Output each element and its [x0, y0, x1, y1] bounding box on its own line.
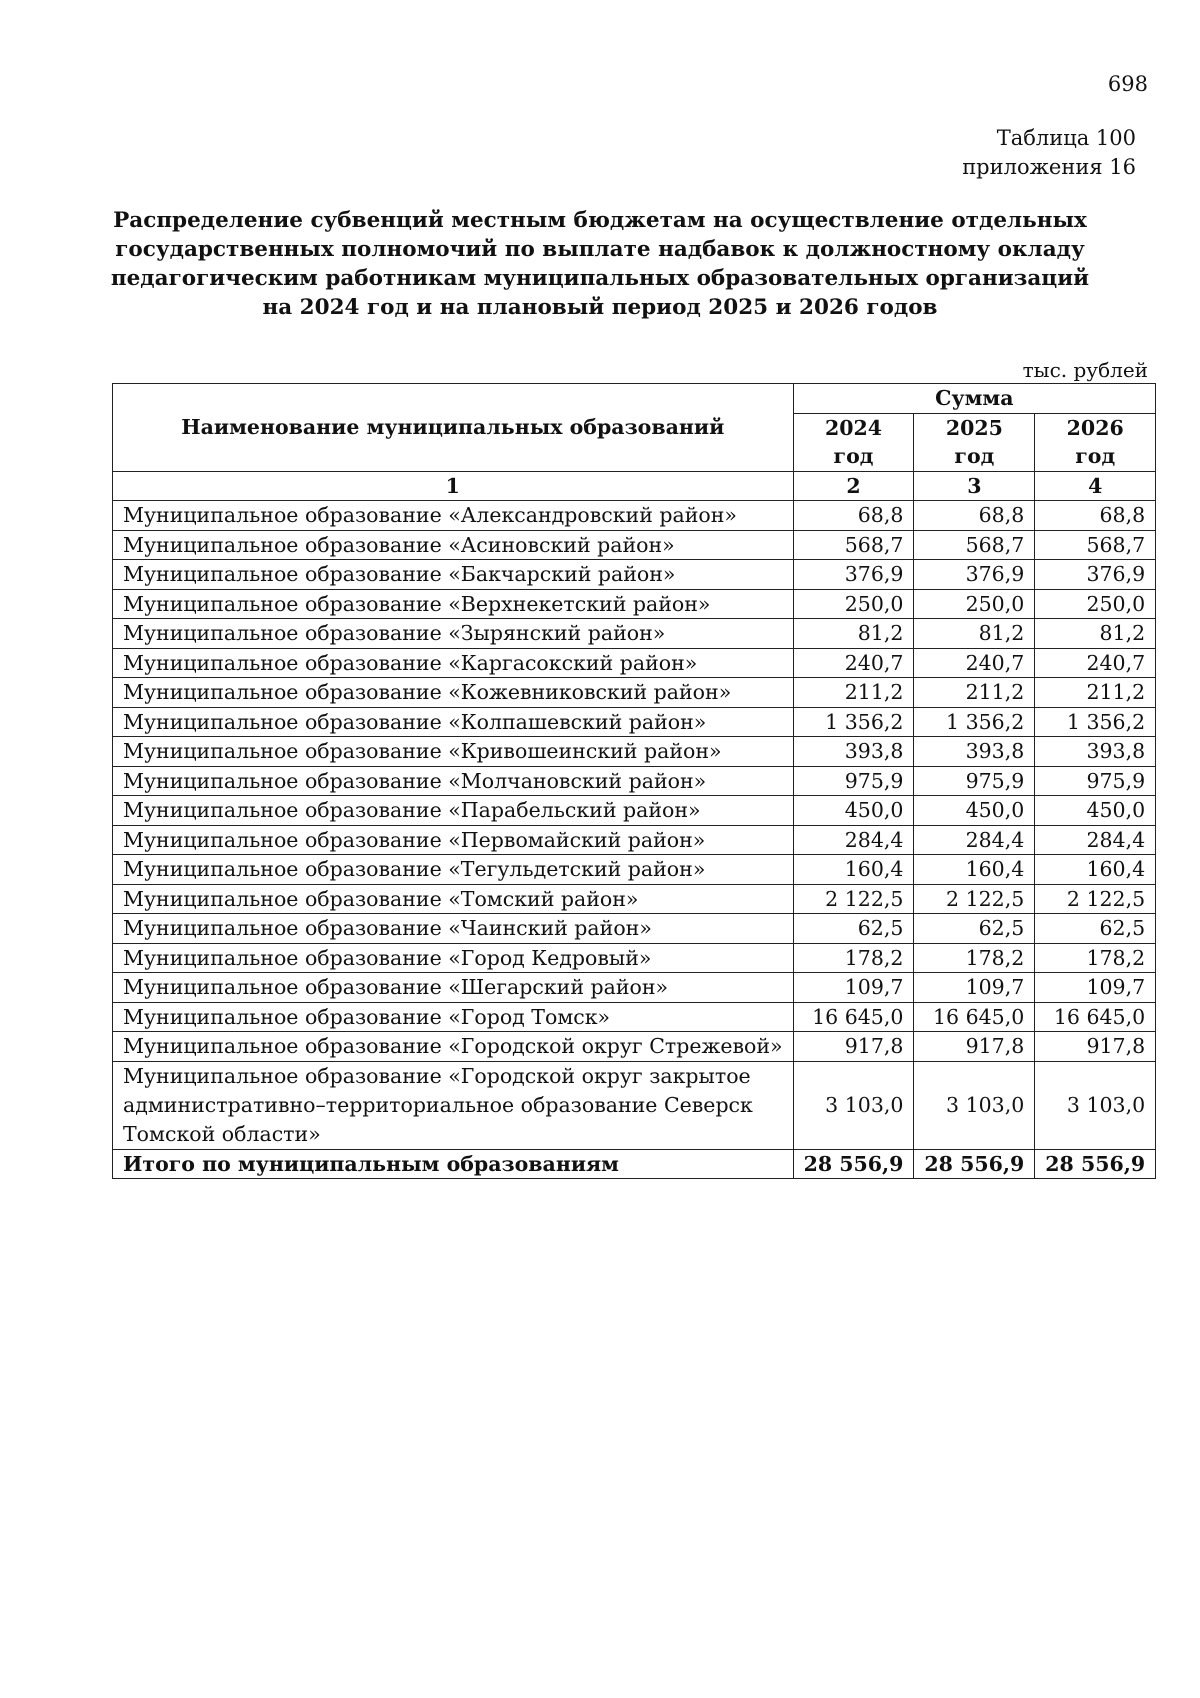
table-row: [113, 825, 1156, 855]
table-row: [113, 619, 1156, 649]
table-row: [113, 648, 1156, 678]
document-title: [110, 206, 1090, 322]
total-label: Итого по муниципальным образованиям: [113, 1149, 794, 1179]
table-row: [113, 1002, 1156, 1032]
municipality-name: Муниципальное образование «Молчановский район»: [113, 766, 794, 796]
value-2025: 450,0: [914, 796, 1035, 826]
value-2024: 240,7: [793, 648, 914, 678]
column-number: 3: [914, 471, 1035, 501]
table-body: [113, 501, 1156, 1150]
value-2024: 975,9: [793, 766, 914, 796]
municipality-name: Муниципальное образование «Колпашевский район»: [113, 707, 794, 737]
value-2024: 68,8: [793, 501, 914, 531]
value-2025: 568,7: [914, 530, 1035, 560]
value-2026: 250,0: [1035, 589, 1156, 619]
municipality-name: Муниципальное образование «Город Томск»: [113, 1002, 794, 1032]
page-number: 698: [1107, 72, 1148, 96]
table-row: [113, 589, 1156, 619]
title-line2: государственных полномочий по выплате надбавок к должностному окладу: [115, 237, 1085, 262]
value-2025: 917,8: [914, 1032, 1035, 1062]
value-2025: 3 103,0: [914, 1061, 1035, 1149]
value-2026: 393,8: [1035, 737, 1156, 767]
value-2024: 450,0: [793, 796, 914, 826]
total-row: [113, 1149, 1156, 1179]
table-row: [113, 796, 1156, 826]
table-row: [113, 1061, 1156, 1149]
table-row: [113, 973, 1156, 1003]
table-reference: [962, 124, 1136, 182]
value-2026: 160,4: [1035, 855, 1156, 885]
total-2025: 28 556,9: [914, 1149, 1035, 1179]
value-2026: 975,9: [1035, 766, 1156, 796]
table-row: [113, 1032, 1156, 1062]
value-2025: 178,2: [914, 943, 1035, 973]
value-2025: 109,7: [914, 973, 1035, 1003]
column-number: 1: [113, 471, 794, 501]
table-row: [113, 855, 1156, 885]
value-2024: 81,2: [793, 619, 914, 649]
table-row: [113, 560, 1156, 590]
value-2025: 975,9: [914, 766, 1035, 796]
table-row: [113, 678, 1156, 708]
municipality-name: Муниципальное образование «Кожевниковский район»: [113, 678, 794, 708]
value-2024: 568,7: [793, 530, 914, 560]
municipality-name: Муниципальное образование «Каргасокский район»: [113, 648, 794, 678]
table-row: [113, 943, 1156, 973]
value-2025: 1 356,2: [914, 707, 1035, 737]
value-2025: 284,4: [914, 825, 1035, 855]
value-2025: 62,5: [914, 914, 1035, 944]
header-sum: Сумма: [793, 384, 1156, 414]
municipality-name: Муниципальное образование «Город Кедровый»: [113, 943, 794, 973]
header-name: Наименование муниципальных образований: [113, 384, 794, 472]
table-row: [113, 501, 1156, 531]
table-row: [113, 530, 1156, 560]
value-2025: 211,2: [914, 678, 1035, 708]
municipality-name: Муниципальное образование «Городской округ закрытое административно–территориальное образование Северск Томской области»: [113, 1061, 794, 1149]
table-reference-line2: приложения 16: [962, 155, 1136, 179]
value-2025: 240,7: [914, 648, 1035, 678]
table-reference-line1: Таблица 100: [996, 126, 1136, 150]
header-year-2024: 2024 год: [793, 413, 914, 471]
value-2024: 2 122,5: [793, 884, 914, 914]
header-year-2026: 2026 год: [1035, 413, 1156, 471]
value-2024: 211,2: [793, 678, 914, 708]
header-row: [113, 384, 1156, 414]
value-2024: 109,7: [793, 973, 914, 1003]
table-row: [113, 707, 1156, 737]
value-2026: 178,2: [1035, 943, 1156, 973]
subvention-table: [112, 383, 1156, 1179]
value-2024: 178,2: [793, 943, 914, 973]
value-2024: 1 356,2: [793, 707, 914, 737]
table-row: [113, 737, 1156, 767]
value-2025: 2 122,5: [914, 884, 1035, 914]
municipality-name: Муниципальное образование «Верхнекетский район»: [113, 589, 794, 619]
municipality-name: Муниципальное образование «Бакчарский район»: [113, 560, 794, 590]
value-2026: 284,4: [1035, 825, 1156, 855]
municipality-name: Муниципальное образование «Асиновский район»: [113, 530, 794, 560]
value-2025: 393,8: [914, 737, 1035, 767]
table-row: [113, 766, 1156, 796]
value-2025: 160,4: [914, 855, 1035, 885]
table-row: [113, 884, 1156, 914]
title-line1: Распределение субвенций местным бюджетам на осуществление отдельных: [113, 208, 1087, 233]
column-number: 4: [1035, 471, 1156, 501]
value-2024: 16 645,0: [793, 1002, 914, 1032]
value-2026: 16 645,0: [1035, 1002, 1156, 1032]
value-2026: 450,0: [1035, 796, 1156, 826]
value-2024: 284,4: [793, 825, 914, 855]
column-number: 2: [793, 471, 914, 501]
value-2026: 81,2: [1035, 619, 1156, 649]
value-2026: 62,5: [1035, 914, 1156, 944]
value-2025: 68,8: [914, 501, 1035, 531]
value-2025: 250,0: [914, 589, 1035, 619]
value-2024: 160,4: [793, 855, 914, 885]
value-2026: 568,7: [1035, 530, 1156, 560]
value-2024: 62,5: [793, 914, 914, 944]
header-year-2025: 2025 год: [914, 413, 1035, 471]
municipality-name: Муниципальное образование «Александровский район»: [113, 501, 794, 531]
value-2025: 16 645,0: [914, 1002, 1035, 1032]
value-2025: 376,9: [914, 560, 1035, 590]
value-2024: 376,9: [793, 560, 914, 590]
value-2025: 81,2: [914, 619, 1035, 649]
table-row: [113, 914, 1156, 944]
value-2026: 211,2: [1035, 678, 1156, 708]
title-line4: на 2024 год и на плановый период 2025 и 2026 годов: [262, 295, 938, 320]
total-2026: 28 556,9: [1035, 1149, 1156, 1179]
municipality-name: Муниципальное образование «Тегульдетский район»: [113, 855, 794, 885]
total-2024: 28 556,9: [793, 1149, 914, 1179]
value-2026: 109,7: [1035, 973, 1156, 1003]
municipality-name: Муниципальное образование «Чаинский район»: [113, 914, 794, 944]
value-2024: 250,0: [793, 589, 914, 619]
value-2026: 917,8: [1035, 1032, 1156, 1062]
municipality-name: Муниципальное образование «Первомайский район»: [113, 825, 794, 855]
municipality-name: Муниципальное образование «Зырянский район»: [113, 619, 794, 649]
municipality-name: Муниципальное образование «Парабельский район»: [113, 796, 794, 826]
units-label: тыс. рублей: [1022, 358, 1148, 382]
value-2026: 3 103,0: [1035, 1061, 1156, 1149]
value-2026: 1 356,2: [1035, 707, 1156, 737]
municipality-name: Муниципальное образование «Городской округ Стрежевой»: [113, 1032, 794, 1062]
municipality-name: Муниципальное образование «Шегарский район»: [113, 973, 794, 1003]
value-2026: 240,7: [1035, 648, 1156, 678]
municipality-name: Муниципальное образование «Томский район»: [113, 884, 794, 914]
value-2026: 68,8: [1035, 501, 1156, 531]
value-2024: 3 103,0: [793, 1061, 914, 1149]
value-2026: 376,9: [1035, 560, 1156, 590]
title-line3: педагогическим работникам муниципальных образовательных организаций: [110, 266, 1090, 291]
column-numbers-row: [113, 471, 1156, 501]
value-2024: 917,8: [793, 1032, 914, 1062]
municipality-name: Муниципальное образование «Кривошеинский район»: [113, 737, 794, 767]
value-2024: 393,8: [793, 737, 914, 767]
value-2026: 2 122,5: [1035, 884, 1156, 914]
